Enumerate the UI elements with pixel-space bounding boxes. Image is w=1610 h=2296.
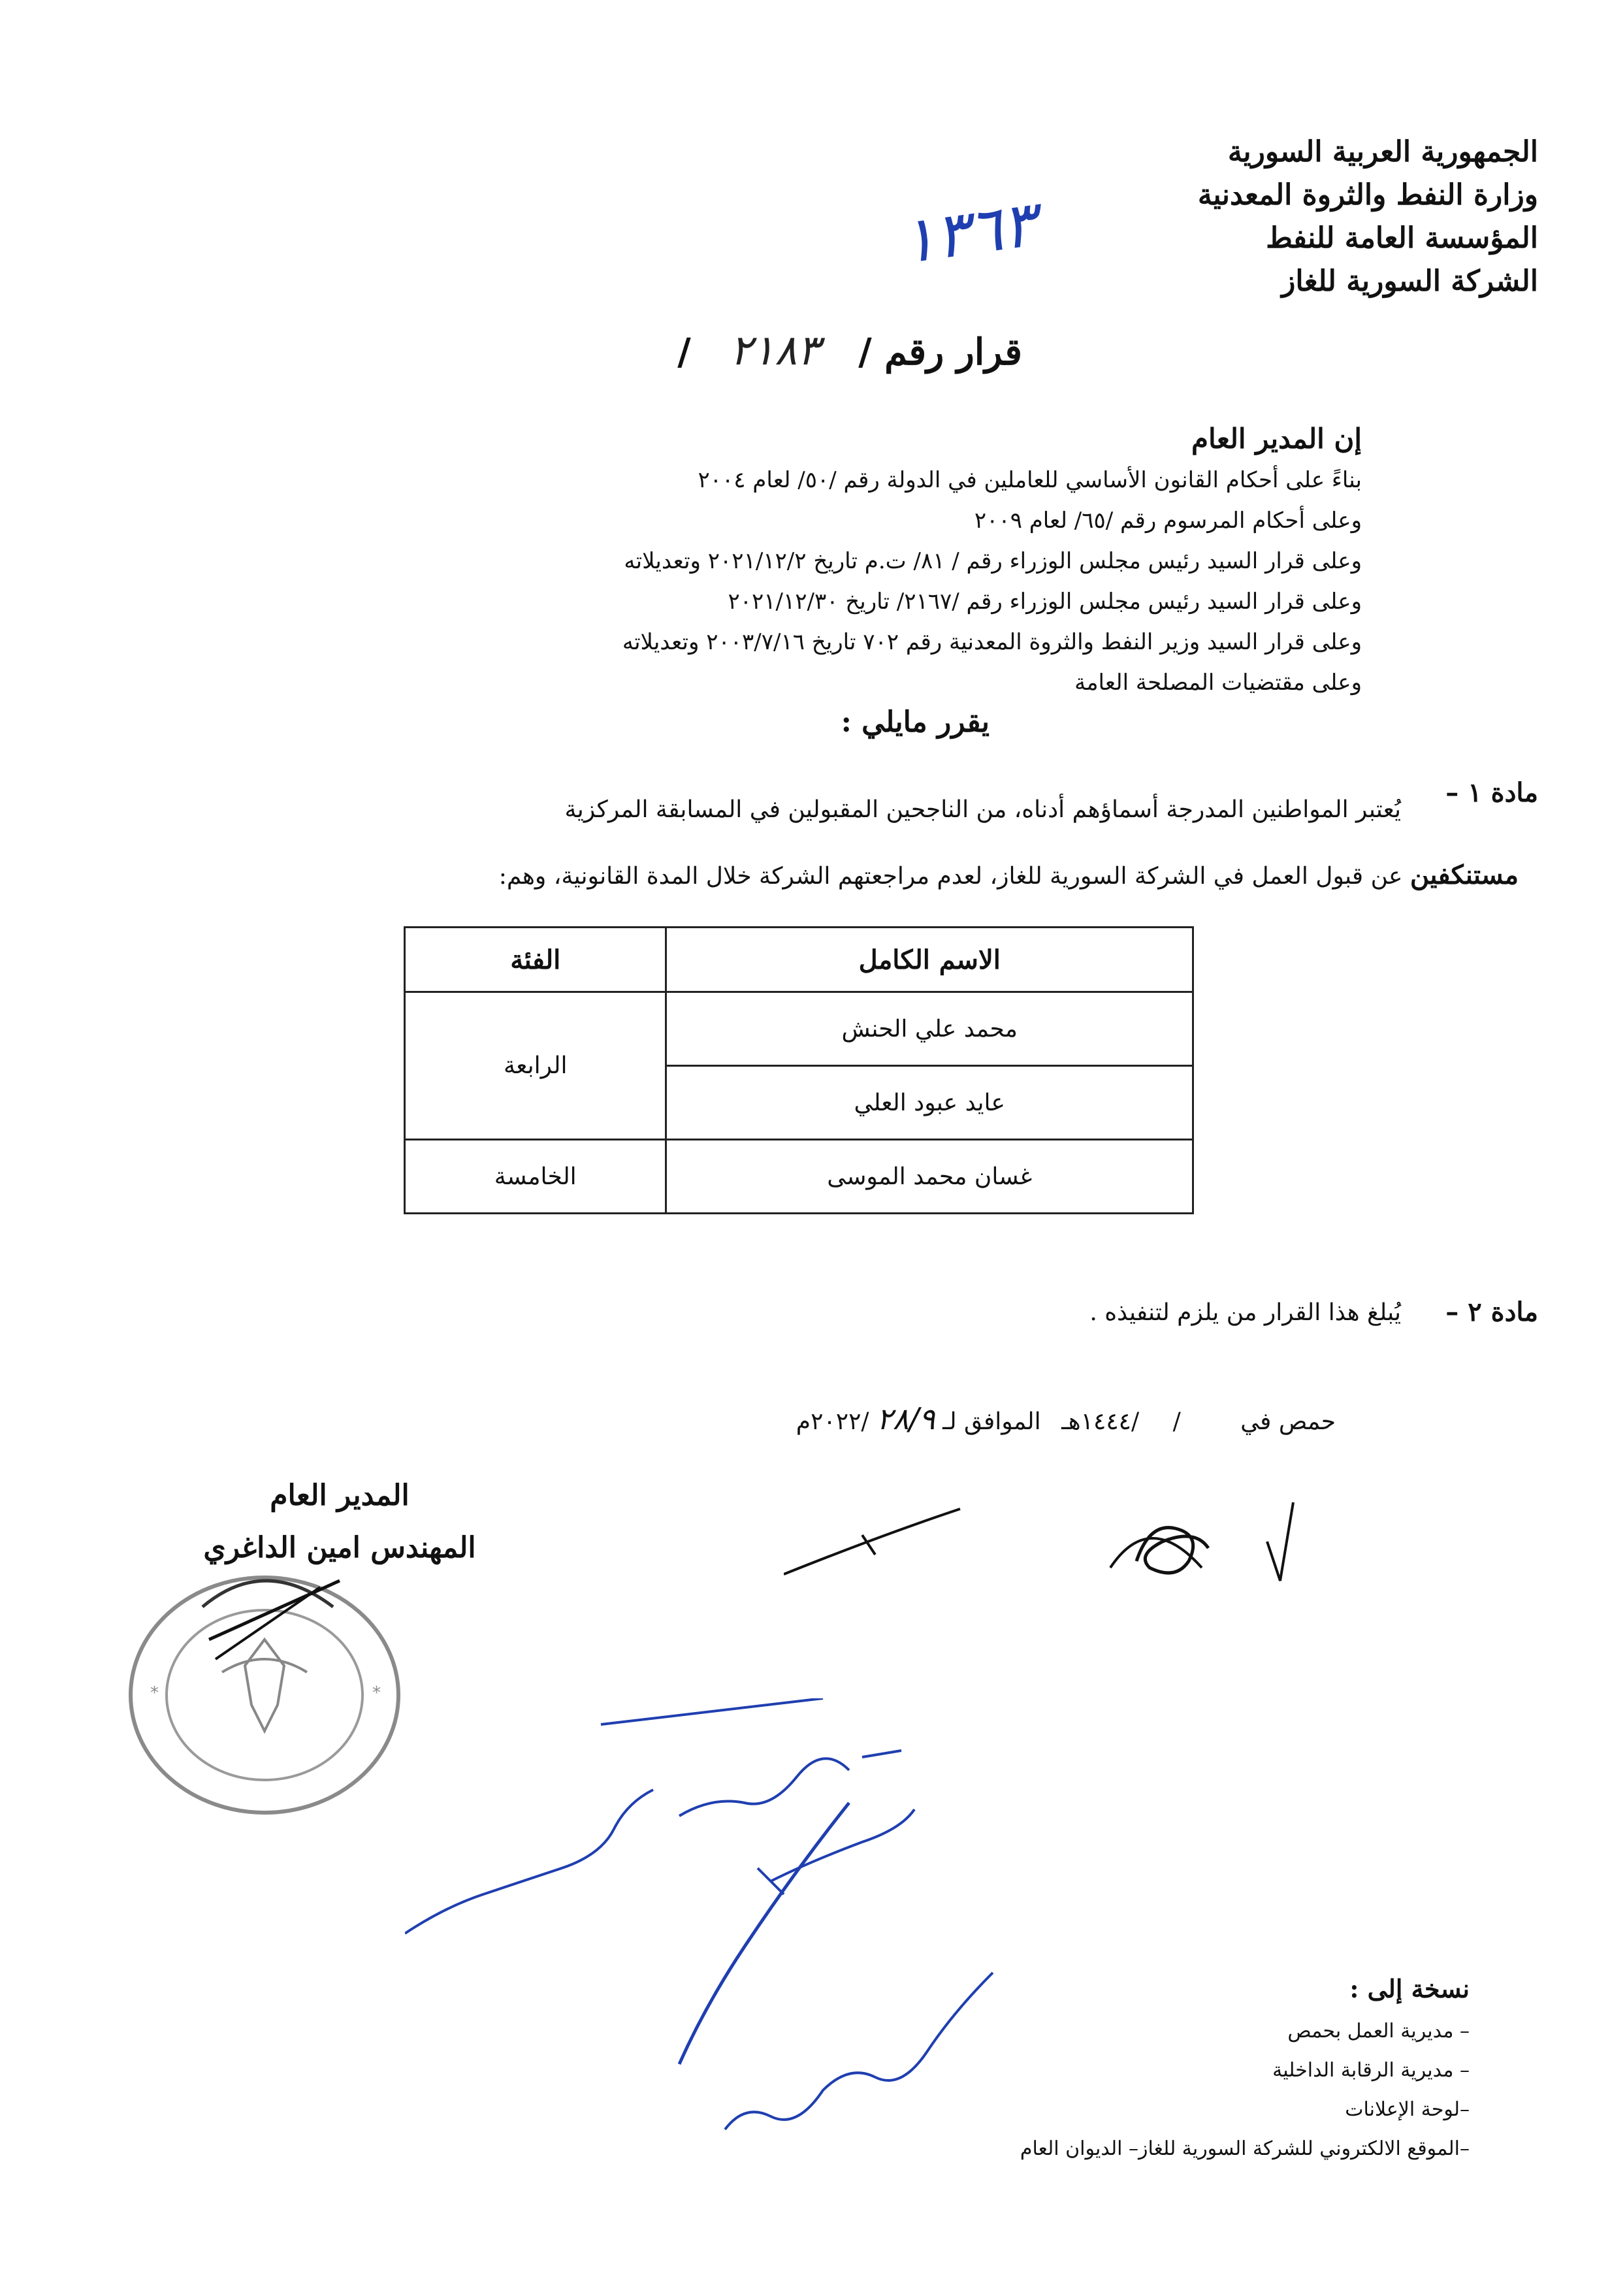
article-1-line-2 — [499, 843, 1519, 909]
letterhead-establishment: المؤسسة العامة للنفط — [1266, 221, 1538, 255]
column-header-name: الاسم الكامل — [666, 928, 1193, 992]
article-2-body: يُبلغ هذا القرار من يلزم لتنفيذه . — [1089, 1299, 1401, 1326]
handwritten-reference: ١٣٦٣ — [897, 187, 1041, 278]
preamble-line: وعلى قرار السيد رئيس مجلس الوزراء رقم / ٨١/ ت.م تاريخ ٢٠٢١/١٢/٢ وتعديلاته — [624, 548, 1362, 574]
article-2 — [754, 1297, 1538, 1349]
distribution-item: – مديرية الرقابة الداخلية — [1272, 2059, 1470, 2082]
preamble-line: بناءً على أحكام القانون الأساسي للعاملين في الدولة رقم /٥٠/ لعام ٢٠٠٤ — [698, 467, 1362, 493]
cell-name: عايد عبود العلي — [666, 1066, 1193, 1140]
svg-text:*: * — [372, 1683, 381, 1703]
preamble-line: وعلى مقتضيات المصلحة العامة — [1074, 670, 1362, 696]
decides-heading: يقرر مايلي : — [841, 705, 990, 739]
date-prefix: حمص في — [1240, 1408, 1336, 1435]
preamble-line: وعلى قرار السيد رئيس مجلس الوزراء رقم /٢١٦٧/ تاريخ ٢٠٢١/١٢/٣٠ — [728, 589, 1362, 615]
distribution-item: –الموقع الالكتروني للشركة السورية للغاز– الديوان العام — [1020, 2137, 1470, 2160]
signature-name: المهندس امين الداغري — [203, 1531, 476, 1564]
date-agree: الموافق لـ — [942, 1408, 1041, 1435]
table-header-row — [405, 928, 1193, 992]
signature-scribble — [784, 1483, 1306, 1613]
decision-title — [677, 327, 1022, 375]
article-1 — [101, 777, 1538, 921]
decision-label: قرار رقم / — [858, 331, 1022, 374]
distribution-list — [882, 1966, 1470, 2169]
cell-name: محمد علي الحنش — [666, 992, 1193, 1066]
names-table — [404, 926, 1194, 1214]
distribution-heading: نسخة إلى : — [1349, 1974, 1470, 2003]
date-year: /٢٠٢٢م — [796, 1408, 869, 1435]
article-1-keyword: مستنكفين — [1409, 860, 1519, 890]
distribution-item: –لوحة الإعلانات — [1345, 2098, 1470, 2121]
article-1-label: مادة ١ – — [1445, 777, 1538, 808]
date-handwritten: ٢٨/٩ — [877, 1401, 935, 1436]
decision-number: ٢١٨٣ — [730, 327, 820, 375]
date-hijri: /١٤٤٤هـ — [1061, 1408, 1140, 1435]
date-line — [796, 1401, 1336, 1436]
company-seal — [124, 1568, 405, 1822]
column-header-category: الفئة — [405, 928, 666, 992]
letterhead — [950, 131, 1538, 303]
distribution-item: – مديرية العمل بحمص — [1287, 2020, 1470, 2043]
preamble-line: وعلى أحكام المرسوم رقم /٦٥/ لعام ٢٠٠٩ — [974, 508, 1362, 534]
article-1-line-1: يُعتبر المواطنين المدرجة أسماؤهم أدناه، من الناجحين المقبولين في المسابقة المركزية — [564, 796, 1401, 823]
cell-name: غسان محمد الموسى — [666, 1140, 1193, 1214]
signature-title: المدير العام — [270, 1479, 410, 1512]
article-2-label: مادة ٢ – — [1445, 1297, 1538, 1327]
decision-suffix: / — [677, 331, 691, 374]
preamble — [121, 418, 1362, 703]
signature-block — [196, 1470, 483, 1574]
cell-category: الرابعة — [405, 992, 666, 1140]
preamble-director: إن المدير العام — [1191, 423, 1362, 455]
preamble-line: وعلى قرار السيد وزير النفط والثروة المعدنية رقم ٧٠٢ تاريخ ٢٠٠٣/٧/١٦ وتعديلاته — [622, 629, 1362, 655]
table-row — [405, 1140, 1193, 1214]
article-1-line-2-rest: عن قبول العمل في الشركة السورية للغاز، لعدم مراجعتهم الشركة خلال المدة القانونية، وهم: — [498, 863, 1410, 890]
letterhead-company: الشركة السورية للغاز — [1281, 265, 1538, 298]
date-slash: / — [1172, 1408, 1181, 1435]
letterhead-ministry: وزارة النفط والثروة المعدنية — [1197, 178, 1538, 212]
cell-category: الخامسة — [405, 1140, 666, 1214]
table-row — [405, 992, 1193, 1066]
svg-text:*: * — [150, 1683, 159, 1703]
letterhead-country: الجمهورية العربية السورية — [1227, 135, 1538, 169]
